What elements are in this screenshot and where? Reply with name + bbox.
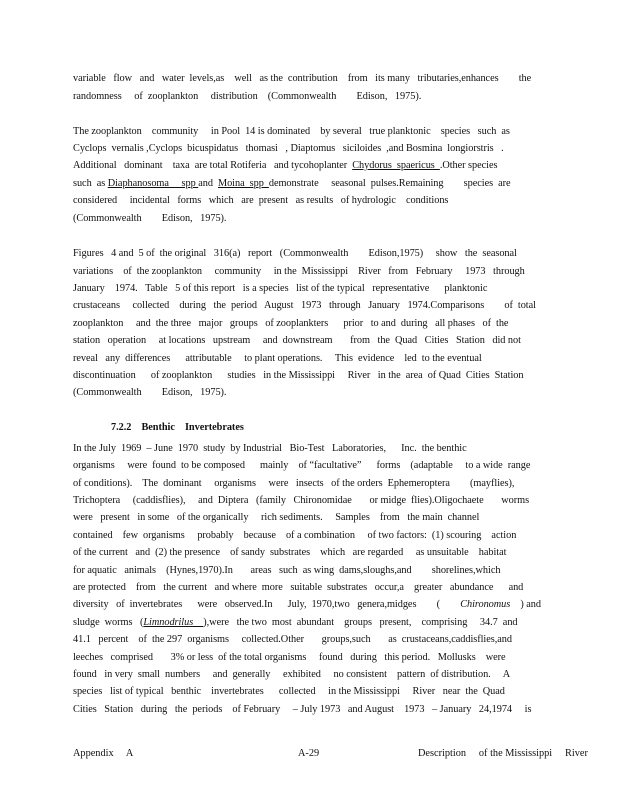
para2-line5: considered incidental forms which are present as results of hydrologic conditions <box>73 195 449 206</box>
para2-line6: (Commonwealth Edison, 1975). <box>73 213 227 224</box>
para4-line1: In the July 1969 – June 1970 study by Industrial Bio-Test Laboratories, Inc. the benthic <box>73 443 467 454</box>
para4-line12: 41.1 percent of the 297 organisms collected.Other groups,such as crustaceans,caddisflies,and <box>73 634 512 645</box>
section-number: 7.2.2 <box>111 422 132 433</box>
moina-species-name: Moina spp <box>217 178 269 189</box>
section-title: Benthic Invertebrates <box>141 422 244 433</box>
para3-line6: station operation at locations upstream and downstream from the Quad Cities Station did not <box>73 335 521 346</box>
para4-line10-tail: ) and <box>510 599 541 610</box>
para2-line4-and: and <box>198 178 218 189</box>
para4-line4: Trichoptera (caddisflies), and Diptera (family Chironomidae or midge flies).Oligochaete worms <box>73 495 530 506</box>
para4-line15: species list of typical benthic invertebrates collected in the Mississippi River near the Quad <box>73 686 505 697</box>
para4-line16: Cities Station during the periods of February – July 1973 and August 1973 – January 24,1974 is <box>73 704 532 715</box>
footer-right: Description of the Mississippi River <box>418 748 588 759</box>
para4-line13: leeches comprised 3% or less of the total organisms found during this period. Mollusks were <box>73 652 506 663</box>
para3-line4: crustaceans collected during the period August 1973 through January 1974.Comparisons of total <box>73 300 536 311</box>
para2-line2: Cyclops vernalis ,Cyclops bicuspidatus thomasi , Diaptomus siciloides ,and Bosmina longiorstris . <box>73 143 504 154</box>
para1-line1: variable flow and water levels,as well as the contribution from its many tributaries,enhances the <box>73 73 532 84</box>
para4-line3: of conditions). The dominant organisms were insects of the orders Ephemeroptera (mayflies), <box>73 478 515 489</box>
chironomus-genus-name: Chironomus <box>460 599 511 610</box>
para3-line8: discontinuation of zooplankton studies in the Mississippi River in the area of Quad Cities Station <box>73 370 524 381</box>
section-heading <box>111 421 244 434</box>
para4-line8: for aquatic animals (Hynes,1970).In areas such as wing dams,sloughs,and shorelines,which <box>73 565 501 576</box>
para4-line11-text: sludge worms ( <box>73 617 144 628</box>
para4-line9: are protected from the current and where more suitable substrates occur,a greater abundance and <box>73 582 524 593</box>
para4-line7: of the current and (2) the presence of sandy substrates which are regarded as unsuitable habitat <box>73 547 507 558</box>
para2-line3-tail: .Other species <box>439 160 498 171</box>
para2-line4-tail: demonstrate seasonal pulses.Remaining species are <box>268 178 511 189</box>
para4-line11-tail: ),were the two most abundant groups present, comprising 34.7 and <box>203 617 518 628</box>
para3-line3: January 1974. Table 5 of this report is a species list of the typical representative planktonic <box>73 283 488 294</box>
para2-line3-text: Additional dominant taxa are total Rotiferia and tycohoplanter <box>73 160 353 171</box>
footer-page-number: A-29 <box>298 748 320 759</box>
limnodrilus-genus-name: Limnodrilus <box>143 617 204 628</box>
para2-line4-text: such as <box>73 178 108 189</box>
para4-line5: were present in some of the organically rich sediments. Samples from the main channel <box>73 512 480 523</box>
para3-line1: Figures 4 and 5 of the original 316(a) report (Commonwealth Edison,1975) show the seasonal <box>73 248 517 259</box>
diaphanosoma-species-name: Diaphanosoma spp <box>107 178 199 189</box>
para4-line2: organisms were found to be composed mainly of “facultative” forms (adaptable to a wide range <box>73 460 531 471</box>
para4-line14: found in very small numbers and generally exhibited no consistent pattern of distribution. A <box>73 669 511 680</box>
para3-line9: (Commonwealth Edison, 1975). <box>73 387 227 398</box>
chydorus-species-name: Chydorus spaericus <box>352 160 440 171</box>
footer-left: Appendix A <box>73 748 134 759</box>
para2-line3 <box>73 159 497 172</box>
para3-line2: variations of the zooplankton community in the Mississippi River from February 1973 through <box>73 266 525 277</box>
para3-line5: zooplankton and the three major groups of zooplankters prior to and during all phases of the <box>73 318 509 329</box>
para4-line6: contained few organisms probably because of a combination of two factors: (1) scouring action <box>73 530 517 541</box>
para4-line10 <box>73 598 541 611</box>
para3-line7: reveal any differences attributable to plant operations. This evidence led to the eventual <box>73 353 482 364</box>
para2-line4 <box>73 177 511 190</box>
para4-line11 <box>73 616 518 629</box>
para4-line10-text: diversity of invertebrates were observed.In July, 1970,two genera,midges ( <box>73 599 461 610</box>
para1-line2: randomness of zooplankton distribution (Commonwealth Edison, 1975). <box>73 91 422 102</box>
para2-line1: The zooplankton community in Pool 14 is dominated by several true planktonic species such as <box>73 126 510 137</box>
